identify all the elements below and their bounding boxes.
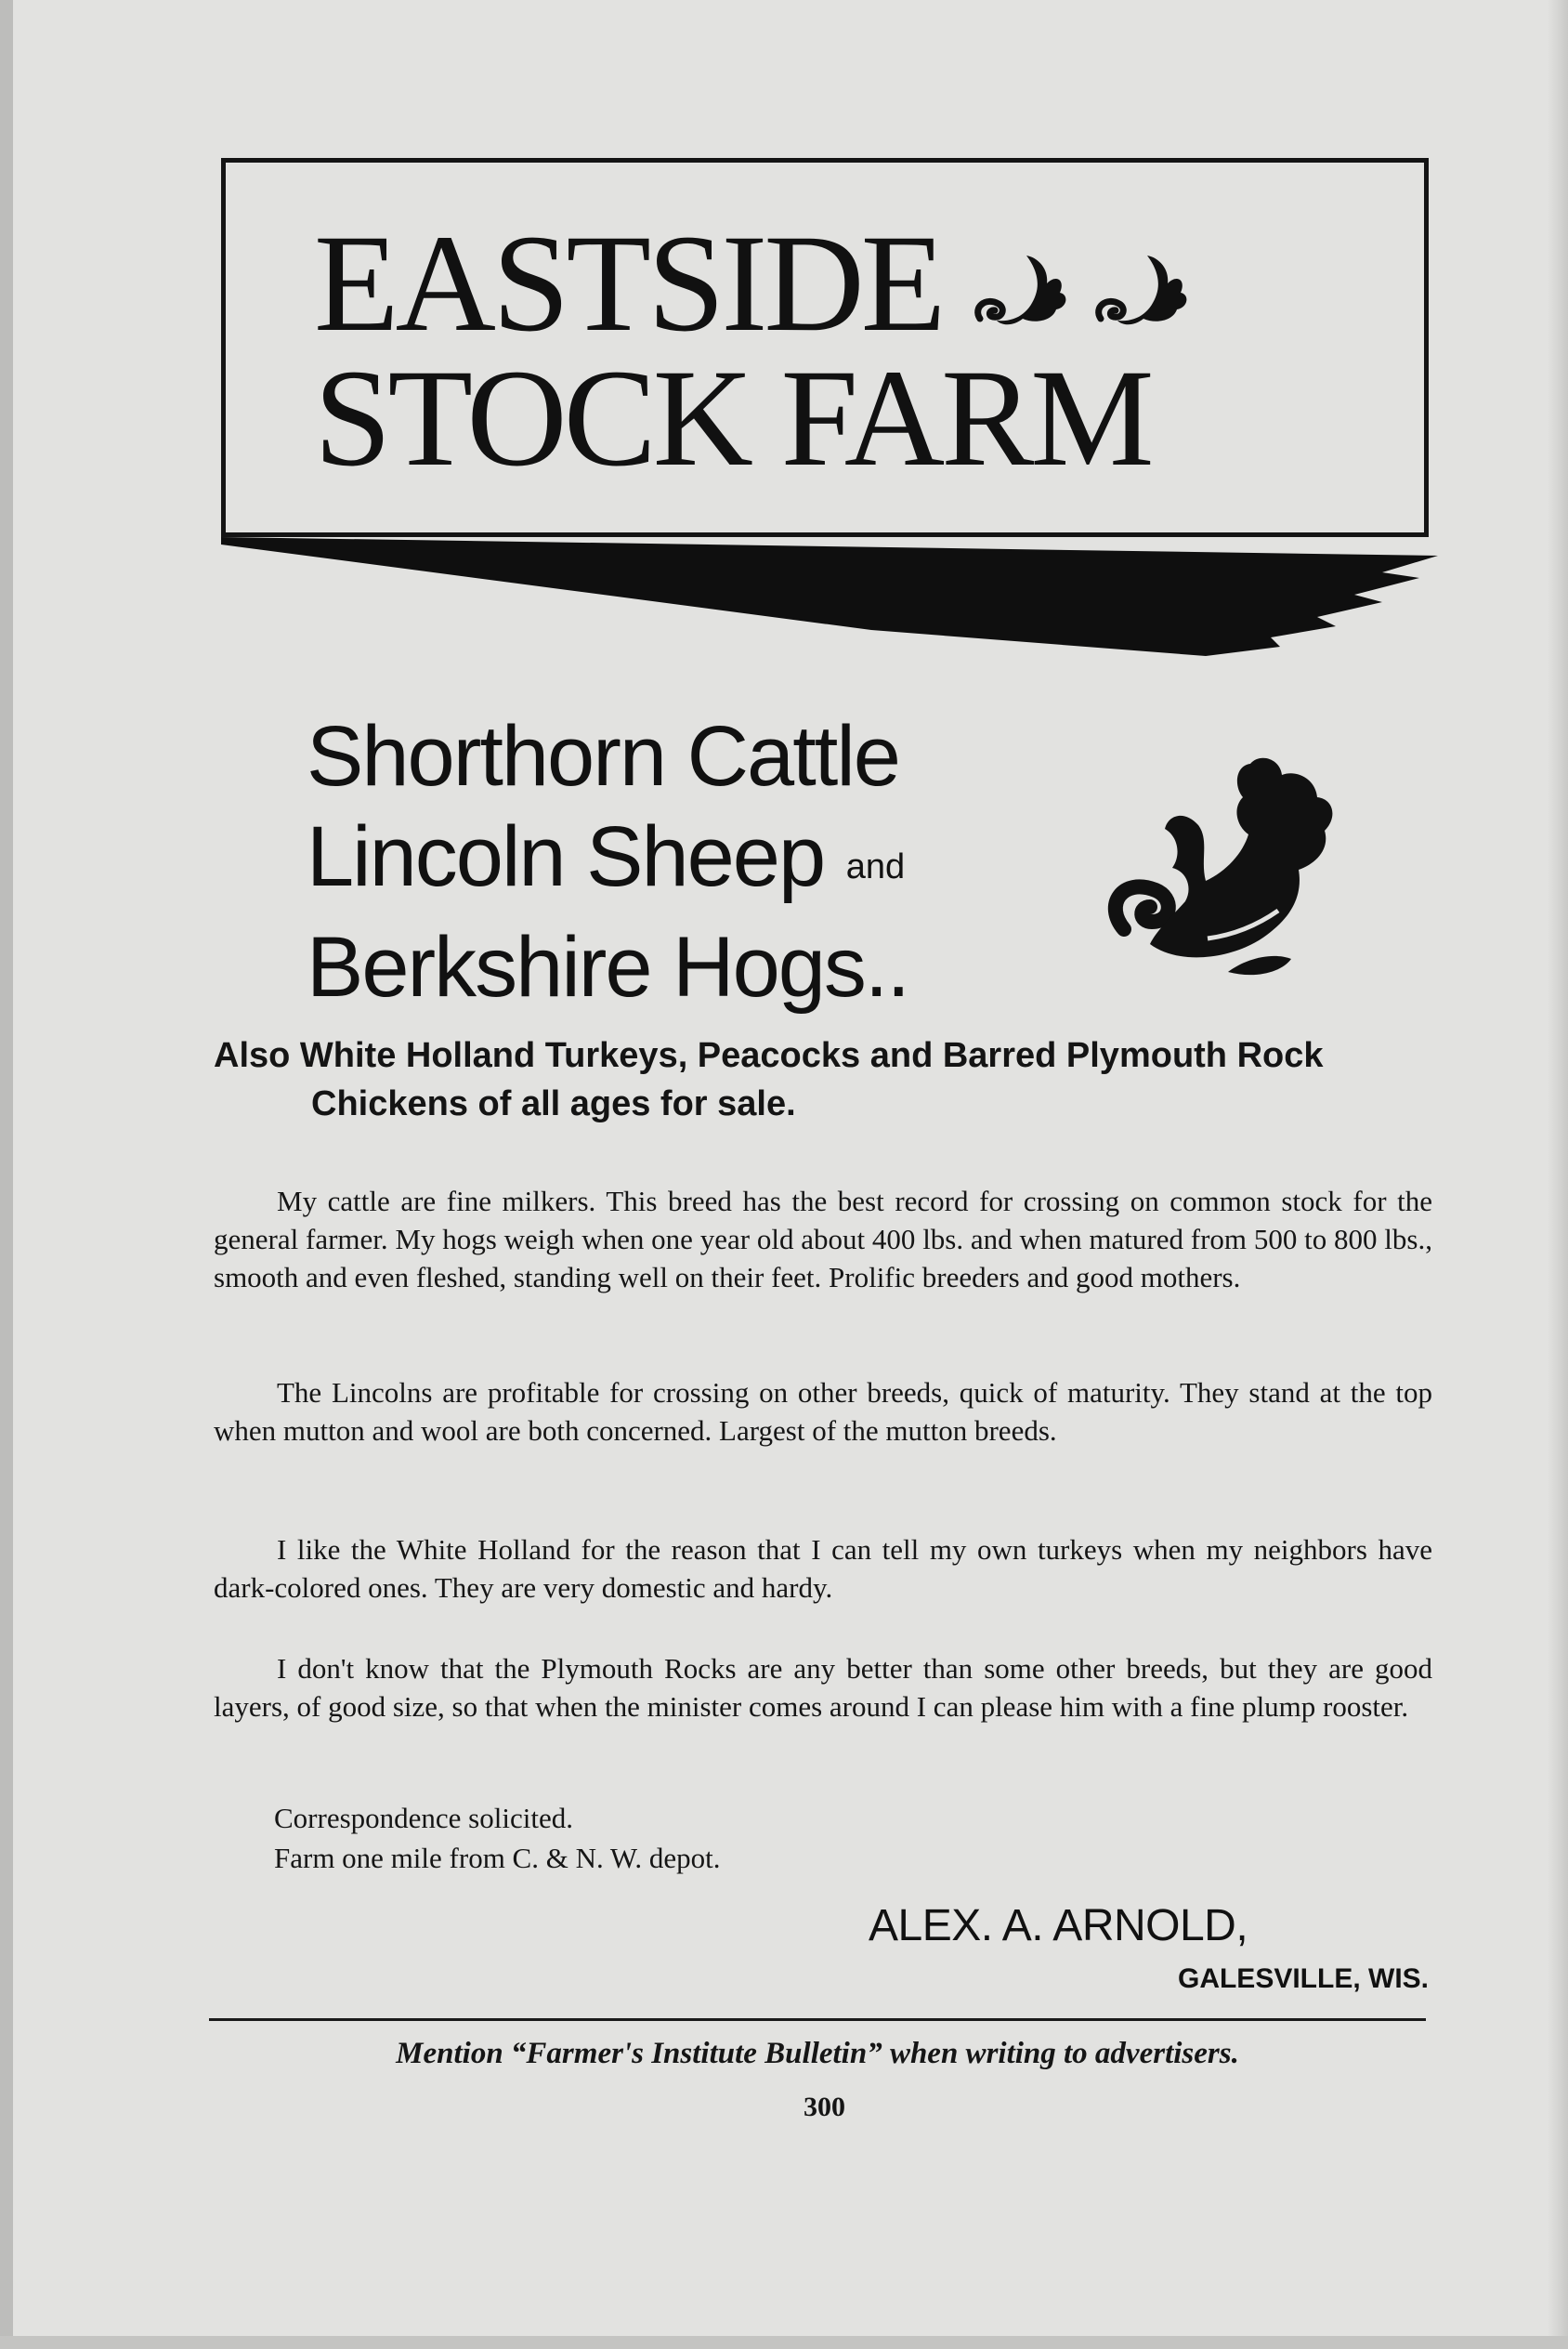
- product-line-sheep: [307, 807, 908, 917]
- page-bottom-edge: [0, 2336, 1568, 2349]
- page-number: 300: [804, 2092, 845, 2122]
- also-line-1: Also White Holland Turkeys, Peacocks and Barred Plymouth Rock: [214, 1036, 1324, 1075]
- footer-mention: Mention “Farmer's Institute Bulletin” when writing to advertisers.: [396, 2037, 1239, 2070]
- leaf-ornament-icon: [969, 246, 1071, 339]
- also-line-2: Chickens of all ages for sale.: [311, 1084, 796, 1123]
- banner-shadow-ribbon: [221, 537, 1438, 658]
- advertiser-name: ALEX. A. ARNOLD,: [869, 1901, 1248, 1950]
- paragraph-lincolns: The Lincolns are profitable for crossing on other breeds, quick of maturity. They stand at the top when mutton and wool are both concerned. Largest of the mutton breeds.: [214, 1376, 1432, 1447]
- product-line-sheep-text: Lincoln Sheep: [307, 809, 825, 904]
- advertiser-place: GALESVILLE, WIS.: [1177, 1963, 1429, 1994]
- page-right-edge: [1548, 0, 1568, 2349]
- large-leaf-ornament-icon: [1096, 753, 1347, 985]
- product-line-cattle: Shorthorn Cattle: [307, 709, 899, 804]
- paragraph-cattle-hogs: My cattle are fine milkers. This breed has the best record for crossing on common stock for the general farmer. My hogs weigh when one year old about 400 lbs. and when matured from 500 to 800 lbs., smooth and even fleshed, standing well on their feet. Prolific breeders and good mothers.: [214, 1185, 1432, 1293]
- product-line-sheep-and: and: [845, 847, 906, 886]
- paragraph-plymouth-rocks: I don't know that the Plymouth Rocks are any better than some other breeds, but they are good layers, of good size, so that when the minister comes around I can please him with a fine plump rooster.: [214, 1652, 1432, 1723]
- closing-correspondence: Correspondence solicited.: [274, 1802, 573, 1834]
- also-for-sale-line: [214, 1031, 1440, 1128]
- banner-title-line-1: EASTSIDE: [314, 206, 943, 361]
- banner-title-line-2: STOCK FARM: [314, 341, 1151, 495]
- paragraph-white-holland: I like the White Holland for the reason that I can tell my own turkeys when my neighbors have dark-colored ones. They are very domestic and hardy.: [214, 1533, 1432, 1604]
- footer-divider: [209, 2018, 1426, 2021]
- closing-farm-location: Farm one mile from C. & N. W. depot.: [274, 1842, 721, 1874]
- closing-lines: [274, 1798, 720, 1878]
- product-line-hogs: Berkshire Hogs..: [307, 920, 909, 1015]
- page-left-edge: [0, 0, 13, 2349]
- banner-frame: [221, 158, 1429, 537]
- leaf-ornament-icon: [1090, 246, 1192, 339]
- product-headings: [307, 706, 908, 1017]
